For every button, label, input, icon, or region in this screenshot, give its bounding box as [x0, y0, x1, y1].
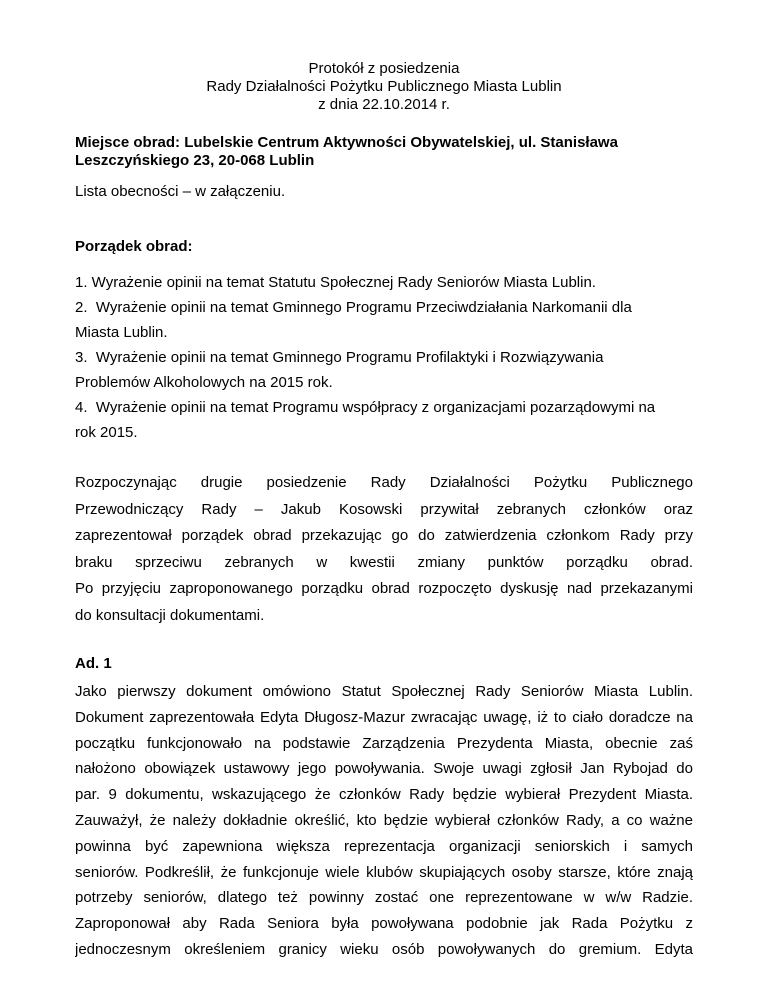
header-date: z dnia 22.10.2014 r. — [318, 96, 450, 113]
paragraph-line: Zaproponował aby Rada Seniora była powoływana podobnie jak Rada Pożytku z — [75, 915, 693, 933]
header-council-name: Rady Działalności Pożytku Publicznego Miasta Lublin — [206, 78, 562, 95]
agenda-line: 3. Wyrażenie opinii na temat Gminnego Programu Profilaktyki i Rozwiązywania — [75, 349, 604, 366]
paragraph-line: Zauważył, że należy dokładnie określić, kto będzie wybierał członków Rady, a co ważne — [75, 811, 693, 829]
attendance-note: Lista obecności – w załączeniu. — [75, 183, 286, 200]
section-heading-ad1: Ad. 1 — [75, 655, 112, 672]
agenda-line: 4. Wyrażenie opinii na temat Programu współpracy z organizacjami pozarządowymi na — [75, 399, 656, 416]
agenda-heading: Porządek obrad: — [75, 238, 193, 255]
agenda-line: rok 2015. — [75, 424, 138, 441]
paragraph-line: seniorów. Podkreślił, że funkcjonuje wiele klubów skupiających osoby starsze, które znają — [75, 863, 693, 881]
meeting-place — [75, 134, 693, 170]
intro-paragraph — [75, 470, 693, 629]
paragraph-line: jednoczesnym określeniem granicy wieku osób powoływanych do gremium. Edyta — [75, 940, 693, 958]
paragraph-line: Rozpoczynając drugie posiedzenie Rady Działalności Pożytku Publicznego — [75, 474, 693, 491]
paragraph-line: zaprezentował porządek obrad przekazując go do zatwierdzenia członkom Rady przy — [75, 527, 693, 544]
meeting-place-line-2: Leszczyńskiego 23, 20-068 Lublin — [75, 152, 315, 169]
paragraph-line: potrzeby seniorów, dlatego też powinny zostać one reprezentowane w w/w Radzie. — [75, 889, 693, 907]
paragraph-line: Przewodniczący Rady – Jakub Kosowski przywitał zebranych członków oraz — [75, 500, 693, 518]
header-title: Protokół z posiedzenia — [308, 60, 460, 77]
paragraph-line: Jako pierwszy dokument omówiono Statut Społecznej Rady Seniorów Miasta Lublin. — [75, 683, 693, 700]
paragraph-line: powinna być zapewniona większa reprezentacja organizacji seniorskich i samych — [75, 837, 693, 855]
paragraph-line: braku sprzeciwu zebranych w kwestii zmiany punktów porządku obrad. — [75, 553, 693, 571]
agenda-line: Problemów Alkoholowych na 2015 rok. — [75, 374, 333, 391]
paragraph-line: do konsultacji dokumentami. — [75, 606, 265, 624]
agenda-line: Miasta Lublin. — [75, 324, 168, 341]
document-header — [75, 60, 693, 114]
paragraph-line: Dokument zaprezentowała Edyta Długosz-Mazur zwracając uwagę, iż to ciało doradcze na — [75, 708, 693, 726]
paragraph-line: początku funkcjonowało na podstawie Zarządzenia Prezydenta Miasta, obecnie zaś — [75, 734, 693, 752]
paragraph-line: par. 9 dokumentu, wskazującego że członków Rady będzie wybierał Prezydent Miasta. — [75, 786, 693, 804]
paragraph-line: nałożono obowiązek ustawowy jego powoływania. Swoje uwagi zgłosił Jan Rybojad do — [75, 760, 693, 778]
agenda-line: 1. Wyrażenie opinii na temat Statutu Społecznej Rady Seniorów Miasta Lublin. — [75, 274, 596, 291]
ad1-paragraph — [75, 679, 693, 963]
agenda-line: 2. Wyrażenie opinii na temat Gminnego Programu Przeciwdziałania Narkomanii dla — [75, 299, 632, 316]
document-page — [75, 60, 693, 963]
agenda-list — [75, 270, 693, 445]
paragraph-line: Po przyjęciu zaproponowanego porządku obrad rozpoczęto dyskusję nad przekazanymi — [75, 580, 693, 597]
meeting-place-line-1: Miejsce obrad: Lubelskie Centrum Aktywności Obywatelskiej, ul. Stanisława — [75, 134, 618, 151]
